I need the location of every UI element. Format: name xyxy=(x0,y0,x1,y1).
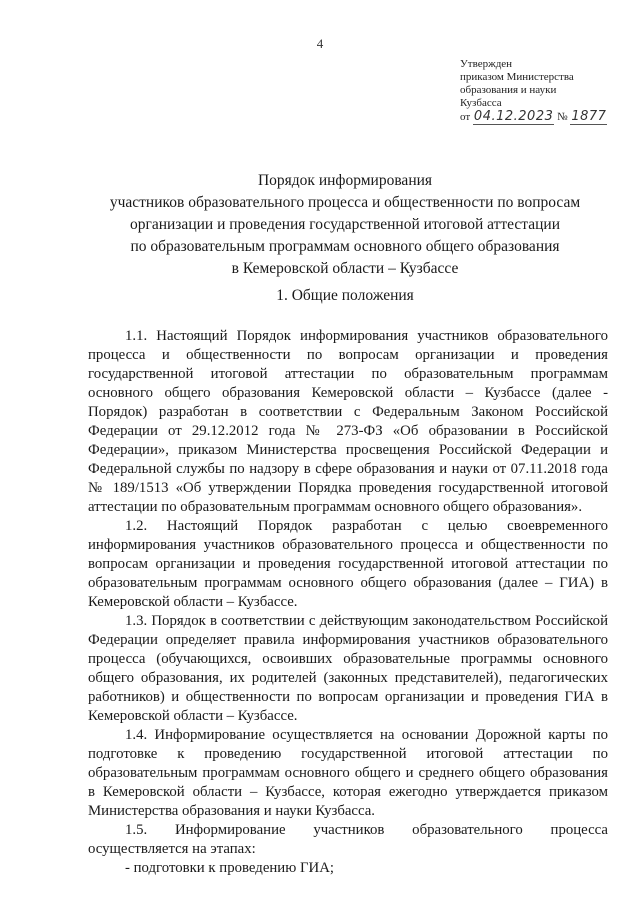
date-prefix: от xyxy=(460,111,471,123)
document-title xyxy=(80,170,610,280)
list-item: - подготовки к проведению ГИА; xyxy=(125,860,335,876)
approval-line: Кузбасса xyxy=(460,97,502,109)
title-line: участников образовательного процесса и общественности по вопросам xyxy=(109,194,581,211)
title-line: в Кемеровской области – Кузбассе xyxy=(231,260,459,277)
title-line: по образовательным программам основного общего образования xyxy=(130,238,560,255)
approval-date-line xyxy=(460,110,620,124)
document-body xyxy=(88,327,608,878)
approval-line: Утвержден xyxy=(460,58,513,70)
approval-line: образования и науки xyxy=(460,84,557,96)
approval-stamp xyxy=(460,58,620,124)
paragraph-1-3: 1.3. Порядок в соответствии с действующим законодательством Российской Федерации определяет правила информирования участников образовательного процесса (обучающихся, освоивших образовательные программы основного общего образования, их родителей (законных представителей), педагогических работников) и общественности по вопросам организации и проведения ГИА в Кемеровской области – Кузбассе. xyxy=(88,613,608,724)
approval-line: приказом Министерства xyxy=(460,71,574,83)
number-prefix: № xyxy=(557,111,568,123)
section-heading: 1. Общие положения xyxy=(276,287,414,304)
page-number: 4 xyxy=(316,36,324,51)
handwritten-number: 1877 xyxy=(571,109,607,124)
paragraph-1-1: 1.1. Настоящий Порядок информирования участников образовательного процесса и общественности по вопросам организации и проведения государственной итоговой аттестации по образовательным программам основного общего образования Кемеровской области – Кузбассе (далее - Порядок) разработан в соответствии с Федеральным Законом Российской Федерации от 29.12.2012 года № 273-ФЗ «Об образовании в Российской Федерации», приказом Министерства просвещения Российской Федерации и Федеральной службы по надзору в сфере образования и науки от 07.11.2018 года № 189/1513 «Об утверждении Порядка проведения государственной итоговой аттестации по образовательным программам основного общего образования». xyxy=(88,328,608,515)
title-line: организации и проведения государственной итоговой аттестации xyxy=(129,216,561,233)
paragraph-1-5: 1.5. Информирование участников образовательного процесса осуществляется на этапах: xyxy=(88,822,608,857)
paragraph-1-4: 1.4. Информирование осуществляется на основании Дорожной карты по подготовке к проведению государственной итоговой аттестации по образовательным программам основного общего и среднего общего образования в Кемеровской области – Кузбассе, которая ежегодно утверждается приказом Министерства образования и науки Кузбасса. xyxy=(88,727,608,819)
handwritten-date: 04.12.2023 xyxy=(473,109,554,124)
paragraph-1-2: 1.2. Настоящий Порядок разработан с целью своевременного информирования участников образовательного процесса и общественности по вопросам организации и проведения государственной итоговой аттестации по образовательным программам основного общего образования (далее – ГИА) в Кемеровской области – Кузбассе. xyxy=(88,518,608,610)
title-line: Порядок информирования xyxy=(257,172,433,189)
